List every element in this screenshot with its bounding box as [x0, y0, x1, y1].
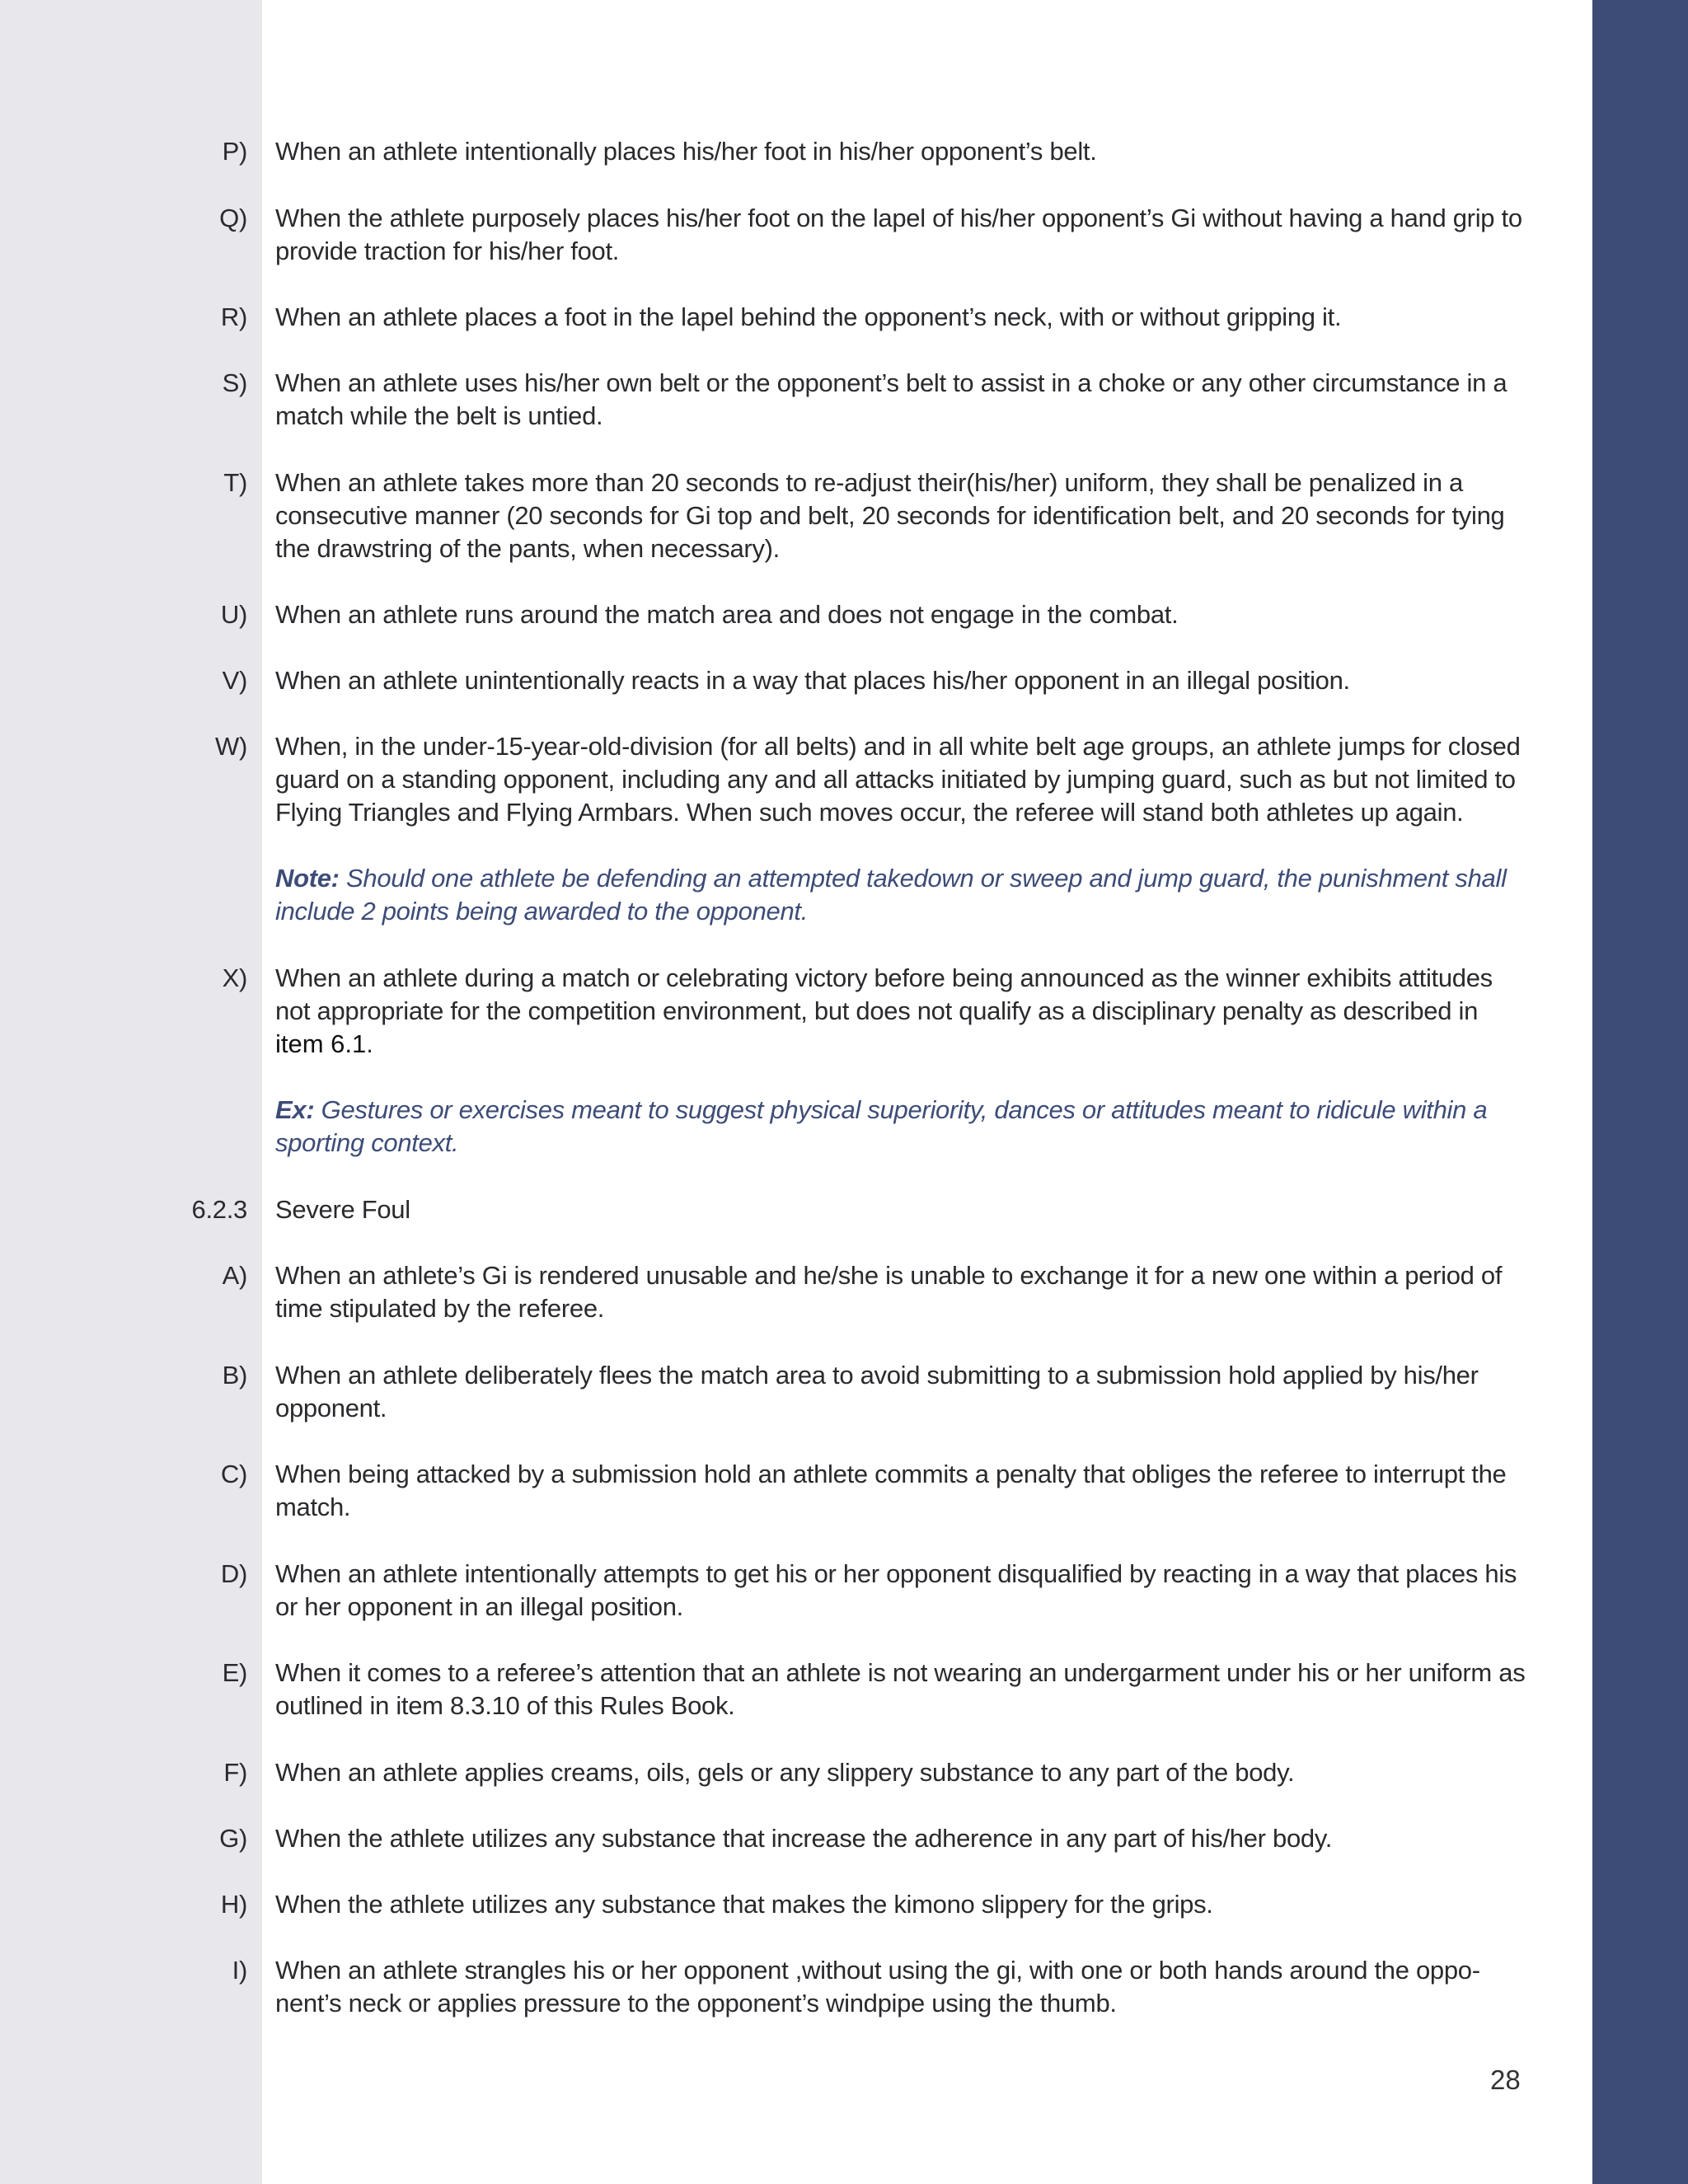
item-text: When the athlete utilizes any substance that makes the kimono slippery for the grips. [275, 1890, 1213, 1919]
item-label: H) [220, 1890, 247, 1919]
item-text: When an athlete deliberately flees the match area to avoid submitting to a submission hold applied by his/her opponent. [275, 1361, 1479, 1422]
note-text [275, 862, 1528, 928]
item-text: When it comes to a referee’s attention that an athlete is not wearing an undergarment under his or her uniform as outlined in item 8.3.10 of this Rules Book. [275, 1658, 1526, 1720]
section-number: 6.2.3 [191, 1195, 247, 1224]
item-label: Q) [219, 204, 247, 232]
item-label: E) [222, 1658, 247, 1687]
item-text: When an athlete intentionally attempts to get his or her opponent disqualified by reacting in a way that places his or her opponent in an illegal position. [275, 1559, 1517, 1621]
item-label: S) [222, 368, 247, 397]
item-label: B) [222, 1361, 247, 1390]
item-text: When an athlete intentionally places his/her foot in his/her opponent’s belt. [275, 137, 1097, 166]
item-label: R) [220, 302, 247, 331]
item-text: When an athlete places a foot in the lapel behind the opponent’s neck, with or without gripping it. [275, 302, 1342, 331]
item-label: X) [222, 963, 247, 992]
section-title: Severe Foul [275, 1195, 410, 1224]
item-text: When an athlete takes more than 20 seconds to re-adjust their(his/her) uniform, they shall be penalized in a consecutive manner (20 seconds for Gi top and belt, 20 seconds for identification belt, and 20 seconds for tying the drawstring of the pants, when necessary). [275, 468, 1505, 563]
page-number: 28 [1490, 2064, 1521, 2095]
item-text: When an athlete unintentionally reacts in a way that places his/her opponent in an illegal position. [275, 666, 1350, 695]
item-label: F) [223, 1758, 247, 1787]
item-text: When an athlete’s Gi is rendered unusable and he/she is unable to exchange it for a new one within a period of time stipulated by the referee. [275, 1261, 1503, 1323]
item-text: When an athlete uses his/her own belt or the opponent’s belt to assist in a choke or any other circumstance in a match while the belt is untied. [275, 368, 1507, 430]
item-reference-link[interactable]: item 6.1 [275, 1029, 367, 1058]
item-label: U) [220, 600, 247, 629]
item-label: G) [219, 1824, 247, 1853]
item-text: When being attacked by a submission hold an athlete commits a penalty that obliges the referee to interrupt the match. [275, 1460, 1507, 1521]
item-text: When the athlete utilizes any substance that increase the adherence in any part of his/her body. [275, 1824, 1333, 1853]
item-text-end: . [366, 1029, 373, 1058]
item-text: When the athlete purposely places his/her foot on the lapel of his/her opponent’s Gi without having a hand grip to provide traction for his/her foot. [275, 204, 1522, 265]
item-text: When, in the under-15-year-old-division (for all belts) and in all white belt age groups, an athlete jumps for closed guard on a standing opponent, including any and all attacks initiated by jumping guard, such as but not limited to Flying Triangles and Flying Armbars. When such moves occur, the referee will stand both athletes up again. [275, 732, 1521, 827]
item-label: D) [220, 1559, 247, 1588]
item-label: A) [222, 1261, 247, 1290]
item-text: When an athlete applies creams, oils, gels or any slippery substance to any part of the body. [275, 1758, 1295, 1787]
example-text [275, 1094, 1528, 1160]
example-body: Gestures or exercises meant to suggest physical superiority, dances or attitudes meant to ridicule within a sporting context. [275, 1095, 1488, 1157]
item-text: When an athlete strangles his or her opponent ,without using the gi, with one or both hands around the oppo-nent’s neck or applies pressure to the opponent’s windpipe using the thumb. [275, 1956, 1480, 2018]
example-prefix: Ex: [275, 1095, 315, 1124]
item-label: W) [215, 732, 247, 761]
item-label: T) [223, 468, 247, 497]
item-label: P) [222, 137, 247, 166]
item-label: I) [232, 1956, 247, 1985]
item-label: V) [222, 666, 247, 695]
right-margin-band [1592, 0, 1688, 2184]
item-text-body: When an athlete during a match or celebrating victory before being announced as the winner exhibits attitudes not appropriate for the competition environment, but does not qualify as a disciplinary penalty as described in [275, 963, 1493, 1025]
item-label: C) [220, 1460, 247, 1488]
item-text: When an athlete runs around the match area and does not engage in the combat. [275, 600, 1179, 629]
note-body: Should one athlete be defending an attempted takedown or sweep and jump guard, the punishment shall include 2 points being awarded to the opponent. [275, 864, 1507, 926]
note-prefix: Note: [275, 864, 340, 893]
item-text [275, 962, 1528, 1061]
